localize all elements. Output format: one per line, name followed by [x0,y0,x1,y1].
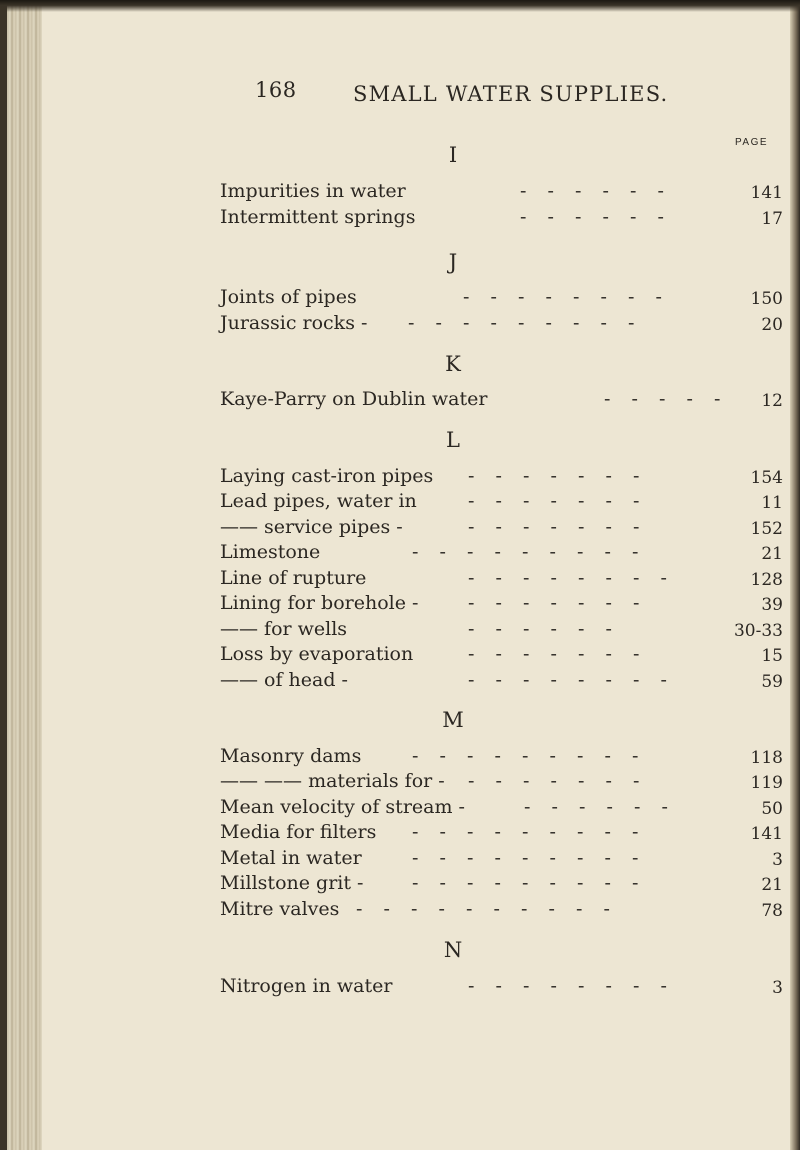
entry-page: 150 [750,289,783,309]
dot-leader: - - - - - - [520,180,667,202]
entry-label: Jurassic rocks - [220,312,368,334]
page-top-shadow [0,0,800,12]
dot-leader: - - - - - - - - - [412,745,642,767]
index-entry [220,973,783,999]
section-letter: N [443,938,463,962]
dot-leader: - - - - - - - - - [412,541,642,563]
entry-page: 30-33 [733,621,783,641]
index-entry [220,870,783,896]
index-entry [220,178,783,204]
entry-label: Lining for borehole - [220,592,419,614]
index-entry [220,310,783,336]
entry-page: 21 [761,875,783,895]
entry-label: Lead pipes, water in [220,490,417,512]
dot-leader: - - - - - - - [468,490,643,512]
index-entry [220,284,783,310]
entry-label: Laying cast-iron pipes [220,465,434,487]
entry-page: 20 [761,315,783,335]
page-number: 168 [255,78,297,102]
dot-leader: - - - - - - - - - - [356,898,613,920]
entry-page: 15 [761,646,783,666]
dot-leader: - - - - - - - [468,643,643,665]
entry-label: Mean velocity of stream - [220,796,465,818]
entry-page: 152 [750,519,783,539]
dot-leader: - - - - - - [524,796,671,818]
dot-leader: - - - - - [604,388,724,410]
index-entry [220,565,783,591]
dot-leader: - - - - - - - - [468,567,670,589]
dot-leader: - - - - - - [520,206,667,228]
index-entry [220,819,783,845]
index-entry [220,845,783,871]
entry-label: Intermittent springs [220,206,416,228]
entry-label: Masonry dams [220,745,362,767]
dot-leader: - - - - - - - - - [408,312,638,334]
dot-leader: - - - - - - - - - [412,847,642,869]
entry-label: —— —— materials for - [220,770,445,792]
index-entry [220,794,783,820]
entry-page: 3 [772,978,783,998]
section-letter: J [448,250,458,274]
entry-page: 128 [750,570,783,590]
dot-leader: - - - - - - - - - [412,821,642,843]
entry-page: 78 [761,901,783,921]
dot-leader: - - - - - - - [468,516,643,538]
entry-page: 59 [761,672,783,692]
entry-label: Limestone [220,541,321,563]
section-letter: M [442,708,464,732]
index-entry [220,743,783,769]
index-entry [220,386,783,412]
entry-page: 39 [761,595,783,615]
entry-page: 154 [750,468,783,488]
entry-page: 141 [750,824,783,844]
entry-page: 17 [761,209,783,229]
dot-leader: - - - - - - - - [468,669,670,691]
dot-leader: - - - - - - - - [468,975,670,997]
entry-label: Loss by evaporation [220,643,414,665]
entry-label: —— for wells [220,618,348,640]
section-letter: L [446,428,460,452]
entry-label: Impurities in water [220,180,406,202]
entry-page: 118 [750,748,783,768]
entry-label: Joints of pipes [220,286,357,308]
entry-label: —— service pipes - [220,516,403,538]
index-entry [220,488,783,514]
index-entry [220,616,783,642]
index-entry [220,590,783,616]
book-page [42,0,790,1150]
index-entry [220,667,783,693]
dot-leader: - - - - - - - - - [412,872,642,894]
index-entry [220,463,783,489]
index-entry [220,641,783,667]
index-entry [220,204,783,230]
dot-leader: - - - - - - [468,618,615,640]
entry-page: 50 [761,799,783,819]
index-entry [220,896,783,922]
page-column-heading: PAGE [735,137,769,148]
section-letter: I [448,143,458,167]
entry-page: 3 [772,850,783,870]
entry-label: Metal in water [220,847,362,869]
dot-leader: - - - - - - - - [463,286,665,308]
index-entry [220,768,783,794]
entry-label: Line of rupture [220,567,367,589]
entry-label: —— of head - [220,669,348,691]
entry-page: 141 [750,183,783,203]
page-edge [790,0,800,1150]
entry-page: 21 [761,544,783,564]
entry-label: Media for filters [220,821,377,843]
dot-leader: - - - - - - - [468,592,643,614]
dot-leader: - - - - - - - [468,465,643,487]
dot-leader: - - - - - - - [468,770,643,792]
entry-page: 119 [750,773,783,793]
binding-shadow [0,0,7,1150]
index-entry [220,514,783,540]
entry-label: Nitrogen in water [220,975,393,997]
entry-page: 12 [761,391,783,411]
entry-page: 11 [761,493,783,513]
entry-label: Mitre valves [220,898,340,920]
index-entry [220,539,783,565]
entry-label: Kaye-Parry on Dublin water [220,388,488,410]
section-letter: K [445,352,461,376]
entry-label: Millstone grit - [220,872,364,894]
running-head: SMALL WATER SUPPLIES. [353,82,669,106]
